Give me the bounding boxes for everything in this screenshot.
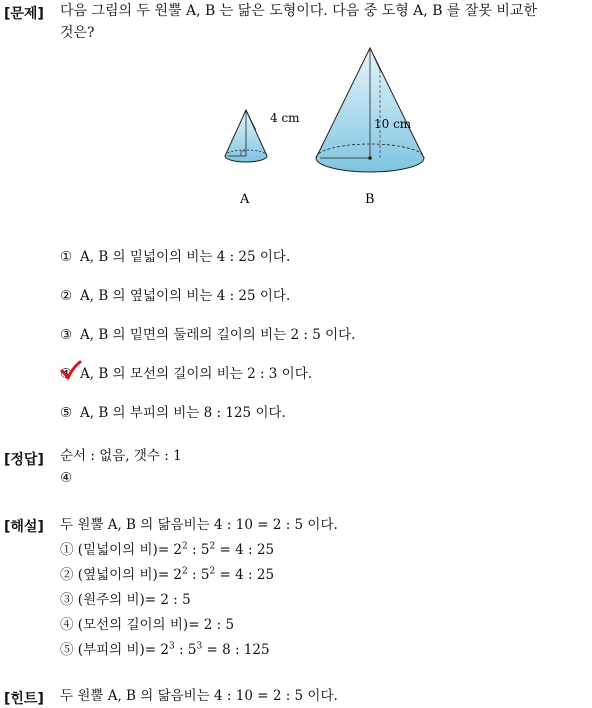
option-text: A, B 의 옆넓이의 비는 4 : 25 이다. [80,288,291,304]
cone-a [225,110,267,162]
option-text: A, B 의 밑면의 둘레의 길이의 비는 2 : 5 이다. [80,327,356,343]
solution-intro: 두 원뿔 A, B 의 닮음비는 4 : 10 = 2 : 5 이다. [60,517,338,533]
option-1[interactable] [60,245,290,265]
option-3[interactable] [60,323,355,343]
cone-a-measure: 4 cm [270,111,300,125]
solution-line-5: ⑤ (부피의 비)= $2^3$ : $5^3 = 8$ : 125 [60,641,270,658]
cone-b [316,48,424,172]
option-number: ④ [60,366,73,382]
cone-b-label: B [365,192,375,207]
solution-label: [해설] [4,519,44,535]
option-text: A, B 의 부피의 비는 8 : 125 이다. [80,405,286,421]
solution-line-1: ① (밑넓이의 비)= $2^2$ : $5^2 = 4$ : 25 [60,541,275,558]
answer-label: [정답] [4,452,44,468]
solution-line-3: ③ (원주의 비)= 2 : 5 [60,592,191,608]
cone-b-measure: 10 cm [374,117,412,131]
option-4[interactable] [60,362,312,382]
problem-text-line2: 것은? [60,25,95,41]
similar-cones-diagram [222,40,442,215]
option-number: ① [60,249,73,265]
hint-text: 두 원뿔 A, B 의 닮음비는 4 : 10 = 2 : 5 이다. [60,688,338,704]
option-number: ② [60,288,73,304]
option-number: ③ [60,327,73,343]
hint-label: [힌트] [4,691,44,707]
answer-line1: 순서 : 없음, 갯수 : 1 [60,448,182,464]
option-text: A, B 의 모선의 길이의 비는 2 : 3 이다. [80,366,313,382]
solution-line-4: ④ (모선의 길이의 비)= 2 : 5 [60,617,235,633]
answer-line2: ④ [60,470,73,486]
option-2[interactable] [60,284,290,304]
option-text: A, B 의 밑넓이의 비는 4 : 25 이다. [80,249,291,265]
option-number: ⑤ [60,405,73,421]
cone-a-label: A [240,192,250,207]
problem-text-line1: 다음 그림의 두 원뿔 A, B 는 닮은 도형이다. 다음 중 도형 A, B 를 잘못 비교한 [60,3,537,19]
solution-line-2: ② (옆넓이의 비)= $2^2$ : $5^2 = 4$ : 25 [60,566,275,583]
problem-label: [문제] [4,6,44,22]
check-mark-icon [60,360,82,382]
cone-figure [222,40,442,219]
option-5[interactable] [60,401,286,421]
